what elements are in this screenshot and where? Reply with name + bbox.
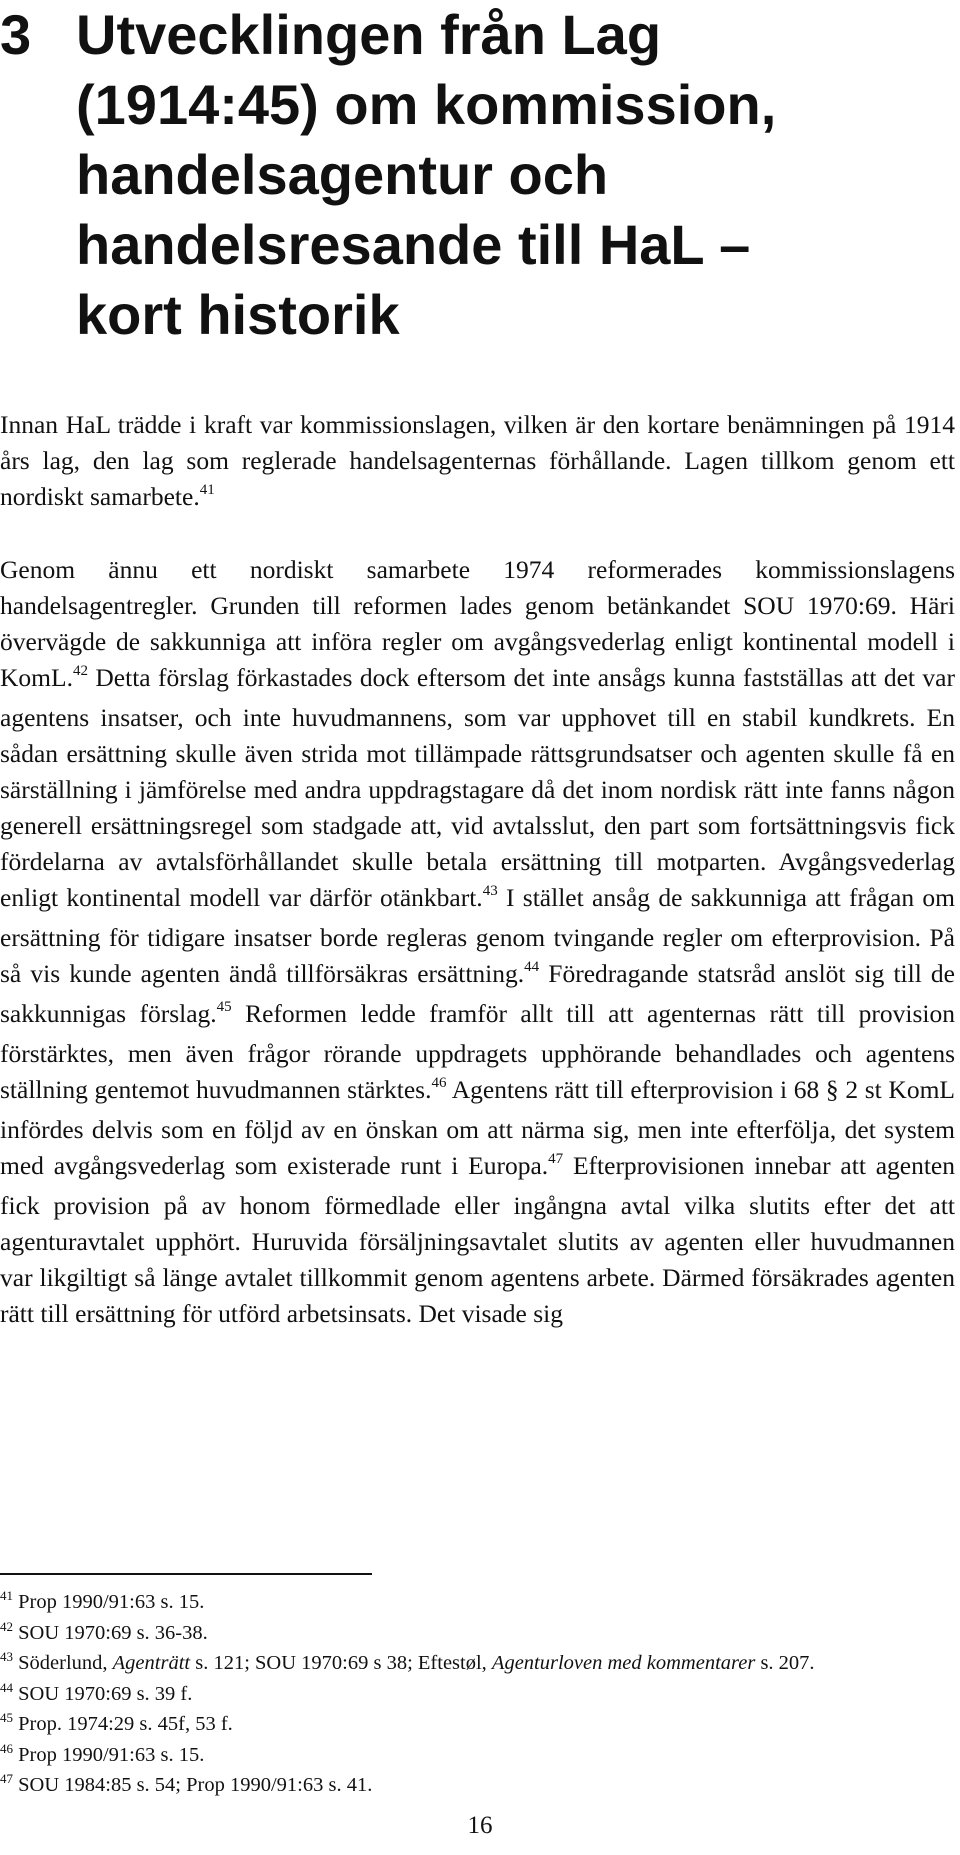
text-run: Söderlund, [13,1652,113,1674]
footnote-ref: 41 [0,1588,13,1603]
footnote-ref: 47 [0,1771,13,1786]
text-run: Prop 1990/91:63 s. 15. [13,1743,205,1766]
text-run: Innan HaL trädde i kraft var kommissionslagen, vilken är den kortare benämningen på 1914 års lag, den lag som reglerade handelsagenternas förhållande. Lagen tillkom genom ett nordiskt samarbete. [0,410,955,511]
text-run: Efterprovisionen innebar att agenten fick provision på av honom förmedlade eller ingångna avtal vilka slutits efter det att agenturavtalet upphört. Huruvida försäljningsavtalet slutits av agenten eller huvudmannen var likgiltigt så länge avtalet tillkommit genom agentens arbete. Därmed försäkrades agenten rätt till ersättning för utförd arbetsinsats. Det visade sig [0,1151,956,1328]
footnote [0,1771,850,1802]
footnote-ref: 46 [431,1075,447,1091]
footnote [0,1619,850,1650]
text-run: s. 207. [755,1652,815,1674]
footnote-ref: 45 [216,999,232,1015]
footnotes [0,1588,850,1802]
footnote-ref: 45 [0,1710,13,1725]
text-run: SOU 1970:69 s. 36-38. [13,1621,208,1644]
chapter-title-line: handelsagentur och [76,143,609,206]
footnote [0,1588,850,1619]
chapter-heading [0,0,950,350]
footnote-ref: 44 [0,1679,13,1695]
footnote [0,1649,850,1680]
footnote-ref: 43 [482,883,498,899]
chapter-number: 3 [0,3,32,66]
footnote [0,1680,850,1711]
italic-title: Agenturloven med kommentarer [491,1652,756,1674]
text-run: Agentens rätt till efterprovision i 68 § 2 st KomL infördes delvis som en följd av en önskan om att närma sig, men inte efterfölja, det system med avgångsvederlag som existerade runt i Europa. [0,1075,955,1180]
footnote-ref: 47 [548,1151,564,1167]
chapter-title-line: kort historik [76,283,400,346]
text-run: Föredragande statsråd anslöt sig till de sakkunnigas förslag. [0,959,955,1028]
italic-title: Agenträtt [112,1652,191,1674]
text-run: Detta förslag förkastades dock eftersom det inte ansågs kunna fastställas att det var agentens insatser, och inte huvudmannens, som var upphovet till en stabil kundkrets. En sådan ersättning skulle även strida mot tillämpade rättsgrundsatser och agenten skulle få en särställning i jämförelse med andra uppdragstagare då det inom nordisk rätt inte fanns någon generell ersättningsregel som stadgade att, vid avtalsslut, den part som fortsättningsvis fick fördelarna av avtalsförhållandet skulle betala ersättning till motparten. Avgångsvederlag enligt kontinental modell var därför otänkbart. [0,663,955,912]
text-run: Prop. 1974:29 s. 45f, 53 f. [13,1713,233,1735]
footnote-ref: 43 [0,1649,13,1664]
chapter-title [76,0,950,350]
body-paragraph [0,407,955,519]
page-number: 16 [467,1812,493,1839]
text-run: Reformen ledde framför allt till att agenternas rätt till provision förstärktes, men även frågor rörande uppdragets upphörande behandlades och agentens ställning gentemot huvudmannen stärktes. [0,999,955,1104]
footnote-separator [0,1573,372,1575]
text-run: Prop 1990/91:63 s. 15. [13,1591,205,1613]
text-run: s. 121; SOU 1970:69 s 38; Eftestøl, [190,1652,492,1674]
footnote-ref: 42 [72,663,88,679]
footnote-ref: 41 [199,482,215,498]
footnote-ref: 42 [0,1618,13,1634]
footnote-ref: 46 [0,1740,13,1756]
chapter-title-line: Utvecklingen från Lag [76,3,662,66]
text-run: SOU 1970:69 s. 39 f. [13,1682,193,1705]
text-run: Genom ännu ett nordiskt samarbete 1974 reformerades kommissionslagens handelsagentregler. Grunden till reformen lades genom betänkandet SOU 1970:69. Häri övervägde de sakkunniga att införa regler om avgångsvederlag enligt kontinental modell i KomL. [0,555,955,692]
body-paragraph [0,552,955,1332]
footnote-ref: 44 [524,959,540,975]
footnote [0,1741,850,1772]
chapter-title-line: (1914:45) om kommission, [76,73,777,136]
text-run: SOU 1984:85 s. 54; Prop 1990/91:63 s. 41. [13,1774,373,1796]
chapter-title-line: handelsresande till HaL – [76,213,751,276]
footnote [0,1710,850,1741]
text-run: I stället ansåg de sakkunniga att frågan om ersättning för tidigare insatser borde regleras genom tvingande regler om efterprovision. På så vis kunde agenten ändå tillförsäkras ersättning. [0,883,955,988]
